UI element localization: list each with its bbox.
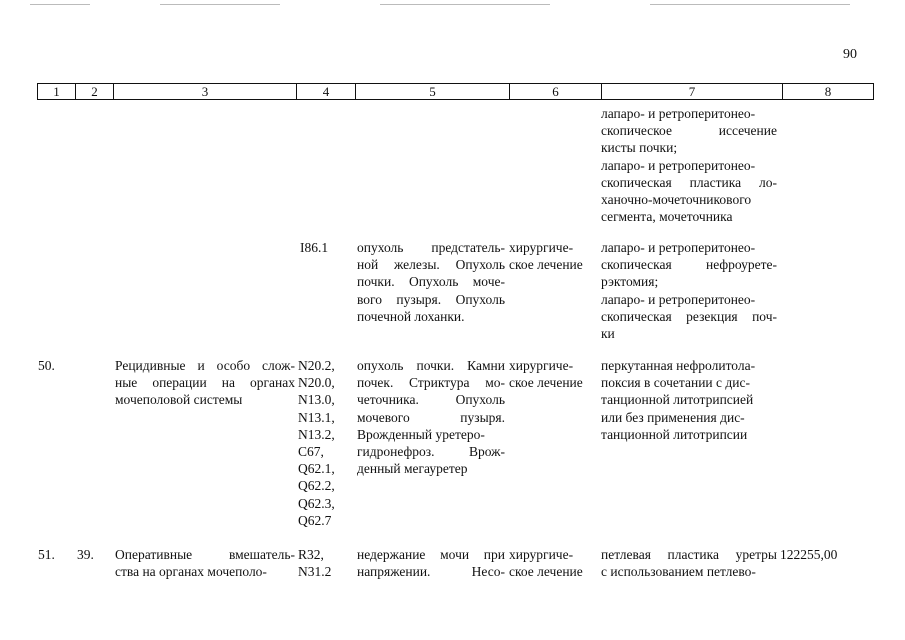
text-line: ханочно-мочеточникового — [601, 192, 752, 208]
row3-col8-cost: 122255,00 — [780, 547, 838, 562]
text-line: ское лечение — [509, 375, 583, 391]
scan-artifact — [160, 4, 280, 5]
text-line: ское лечение — [509, 257, 583, 273]
text-line: скопическая пластика ло- — [601, 174, 777, 190]
text-line: кисты почки; — [601, 140, 678, 156]
text-line: скопическая нефроуретe- — [601, 257, 777, 273]
row3-col5-diagnosis — [357, 546, 505, 580]
text-line: опухоль почки. Камни — [357, 358, 505, 373]
text-line: Q62.7 — [298, 512, 332, 528]
text-line: лапаро- и ретроперитонео- — [601, 291, 756, 307]
text-line: вого пузыря. Опухоль — [357, 291, 505, 307]
text-line: ства на органах мочеполо- — [115, 564, 267, 580]
text-line: почечной лоханки. — [357, 308, 465, 324]
text-line: хирургиче- — [509, 547, 574, 562]
header-col-6: 6 — [510, 84, 602, 100]
row3-col6-treatment — [509, 546, 599, 580]
header-col-4: 4 — [297, 84, 356, 100]
text-line: Q62.3, — [298, 495, 335, 511]
text-line: C67, — [298, 444, 324, 460]
text-line: почки. Опухоль моче- — [357, 274, 505, 290]
text-line: R32, — [298, 547, 324, 562]
row3-col1-number: 51. — [38, 547, 55, 562]
text-line: Q62.2, — [298, 478, 335, 494]
header-col-3: 3 — [114, 84, 297, 100]
header-col-2: 2 — [76, 84, 114, 100]
text-line: мочевого пузыря. — [357, 409, 505, 425]
row0-col7-methods — [601, 105, 777, 225]
row2-col3-profile — [115, 357, 295, 409]
text-line: перкутанная нефролитола- — [601, 358, 756, 373]
text-line: рэктомия; — [601, 274, 659, 290]
text-line: N20.0, — [298, 375, 335, 391]
text-line: танционной литотрипсии — [601, 426, 748, 442]
row1-col7-methods — [601, 239, 777, 342]
row3-col2-group: 39. — [77, 547, 94, 562]
text-line: ной железы. Опухоль — [357, 257, 505, 273]
text-line: скопическая резекция поч- — [601, 308, 777, 324]
header-col-5: 5 — [356, 84, 510, 100]
scan-artifact — [380, 4, 550, 5]
text-line: ское лечение — [509, 564, 583, 580]
text-line: лапаро- и ретроперитонео- — [601, 106, 756, 121]
row1-col6-treatment — [509, 239, 599, 273]
row2-col1-number: 50. — [38, 358, 55, 373]
text-line: Q62.1, — [298, 461, 335, 477]
text-line: поксия в сочетании с дис- — [601, 375, 750, 391]
text-line: N31.2 — [298, 564, 332, 580]
row1-col5-diagnosis — [357, 239, 505, 325]
row3-col4-codes — [298, 546, 355, 580]
row3-col3-profile — [115, 546, 295, 580]
text-line: I86.1 — [300, 240, 329, 255]
text-line: танционной литотрипсией — [601, 392, 754, 408]
text-line: четочника. Опухоль — [357, 392, 505, 408]
text-line: ные операции на органах — [115, 375, 295, 391]
text-line: с использованием петлево- — [601, 564, 756, 580]
text-line: денный мегауретер — [357, 461, 468, 477]
page-number: 90 — [843, 47, 857, 62]
text-line: гидронефроз. Врож- — [357, 444, 505, 460]
text-line: хирургиче- — [509, 240, 574, 255]
text-line: лапаро- и ретроперитонео- — [601, 157, 756, 173]
row2-col6-treatment — [509, 357, 599, 391]
text-line: ки — [601, 326, 615, 342]
text-line: петлевая пластика уретры — [601, 547, 777, 562]
text-line: мочеполовой системы — [115, 392, 243, 408]
text-line: N13.2, — [298, 426, 335, 442]
text-line: недержание мочи при — [357, 547, 505, 562]
text-line: Оперативные вмешатель- — [115, 547, 295, 562]
text-line: лапаро- и ретроперитонео- — [601, 240, 756, 255]
row2-col7-methods — [601, 357, 777, 443]
text-line: N13.0, — [298, 392, 335, 408]
row3-col7-methods — [601, 546, 777, 580]
scan-artifact — [650, 4, 850, 5]
text-line: почек. Стриктура мо- — [357, 375, 505, 391]
text-line: скопическое иссечение — [601, 123, 777, 139]
text-line: Рецидивные и особо слож- — [115, 358, 295, 373]
row2-col5-diagnosis — [357, 357, 505, 477]
header-col-8: 8 — [783, 84, 874, 100]
text-line: или без применения дис- — [601, 409, 745, 425]
row2-col4-codes — [298, 357, 355, 529]
text-line: опухоль предстатель- — [357, 240, 505, 255]
column-number-header — [37, 83, 874, 100]
header-col-1: 1 — [38, 84, 76, 100]
text-line: N13.1, — [298, 409, 335, 425]
text-line: N20.2, — [298, 358, 335, 373]
row1-col4-codes — [300, 239, 355, 256]
scan-artifact — [30, 4, 90, 5]
text-line: сегмента, мочеточника — [601, 209, 733, 225]
text-line: хирургиче- — [509, 358, 574, 373]
text-line: напряжении. Несо- — [357, 564, 505, 580]
text-line: Врожденный уретеро- — [357, 426, 485, 442]
header-col-7: 7 — [602, 84, 783, 100]
